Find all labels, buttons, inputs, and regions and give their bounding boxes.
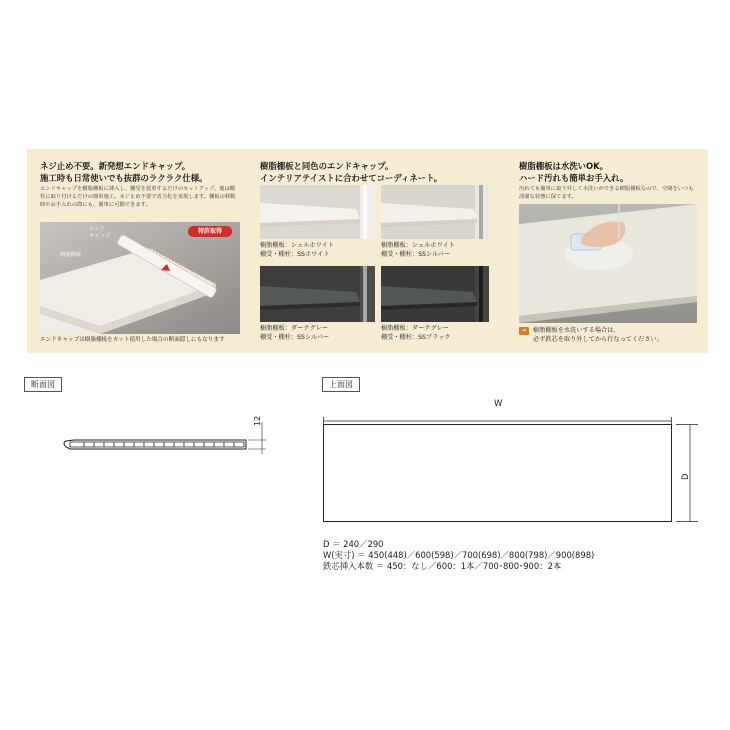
feature-2-title-line-2: インテリアテイストに合わせてコーディネート。	[260, 173, 443, 183]
feature-1-caption: エンドキャップは樹脂棚板をカット使用した場合の断面隠しにもなります	[40, 337, 225, 343]
depth-label: D	[681, 473, 691, 480]
thickness-label: 12	[253, 415, 262, 426]
width-dimension-line	[323, 410, 672, 418]
arrow-note-icon: ➔	[519, 327, 529, 335]
feature-1-title-line-2: 施工時も日常使いでも抜群のラクラク仕様。	[40, 173, 208, 183]
feature-1-title-line-1: ネジ止め不要。新発想エンドキャップ。	[40, 161, 191, 171]
washing-photo	[519, 204, 697, 323]
shelf-photo-dark-gray-ss-silver	[260, 266, 375, 322]
board-label: 樹脂棚板	[60, 252, 82, 258]
feature-1-description: エンドキャップを樹脂棚板に挿入し、棚受を装着するだけのセットアップ。後は棚柱に取り付けるだけの簡単施工。ネジ止め不要で省力化を実現します。棚板の移動時やお手入れの際にも、簡単に可動できます。	[40, 186, 236, 208]
shelf-photo-shell-white-ss-silver	[381, 185, 489, 239]
cross-section-drawing	[60, 415, 280, 458]
spec-width: W(実寸) ＝ 450(448)／600(598)／700(698)／800(798)／900(898)	[323, 550, 595, 560]
patent-badge: 特許取得	[188, 226, 232, 237]
caption-d-line-2: 棚受・棚柱：SSブラック	[381, 334, 451, 341]
feature-3-title-line-1: 樹脂棚板は水洗いOK。	[519, 161, 608, 171]
spec-depth: D ＝ 240／290	[323, 539, 384, 549]
width-label: W	[494, 399, 503, 409]
caption-a-line-1: 樹脂棚板：シェルホワイト	[260, 242, 334, 249]
end-cap-photo	[40, 222, 240, 334]
cross-section-label: 断面図	[24, 377, 62, 392]
feature-3-note-line-1: 樹脂棚板を水洗いする場合は、	[533, 327, 620, 334]
top-view-label: 上面図	[322, 377, 360, 392]
caption-d-line-1: 樹脂棚板：ダークグレー	[381, 325, 450, 332]
caption-c-line-1: 樹脂棚板：ダークグレー	[260, 325, 329, 332]
shelf-photo-dark-gray-ss-black	[381, 266, 489, 322]
caption-a-line-2: 棚受・棚柱：SSホワイト	[260, 251, 330, 258]
feature-3-description: 汚れても簡単に取り外して水洗いができる樹脂棚板なので、空間をいつも清潔な状態に保てます。	[519, 186, 694, 200]
top-view-rectangle	[323, 424, 672, 522]
caption-b-line-2: 棚受・棚柱：SSシルバー	[381, 251, 451, 258]
end-cap-label: エンド キャップ	[89, 226, 111, 239]
feature-3-note-line-2: 必ず鉄芯を取り外してから行なってください。	[533, 336, 663, 343]
spec-iron-core: 鉄芯挿入本数 ＝ 450：なし／600：1本／700･800･900：2本	[323, 561, 562, 571]
caption-b-line-1: 樹脂棚板：シェルホワイト	[381, 242, 455, 249]
feature-3-title-line-2: ハード汚れも簡単お手入れ。	[519, 173, 629, 183]
shelf-photo-shell-white-ss-white	[260, 185, 375, 239]
feature-2-title-line-1: 樹脂棚板と同色のエンドキャップ。	[260, 161, 394, 171]
caption-c-line-2: 棚受・棚柱：SSシルバー	[260, 334, 330, 341]
